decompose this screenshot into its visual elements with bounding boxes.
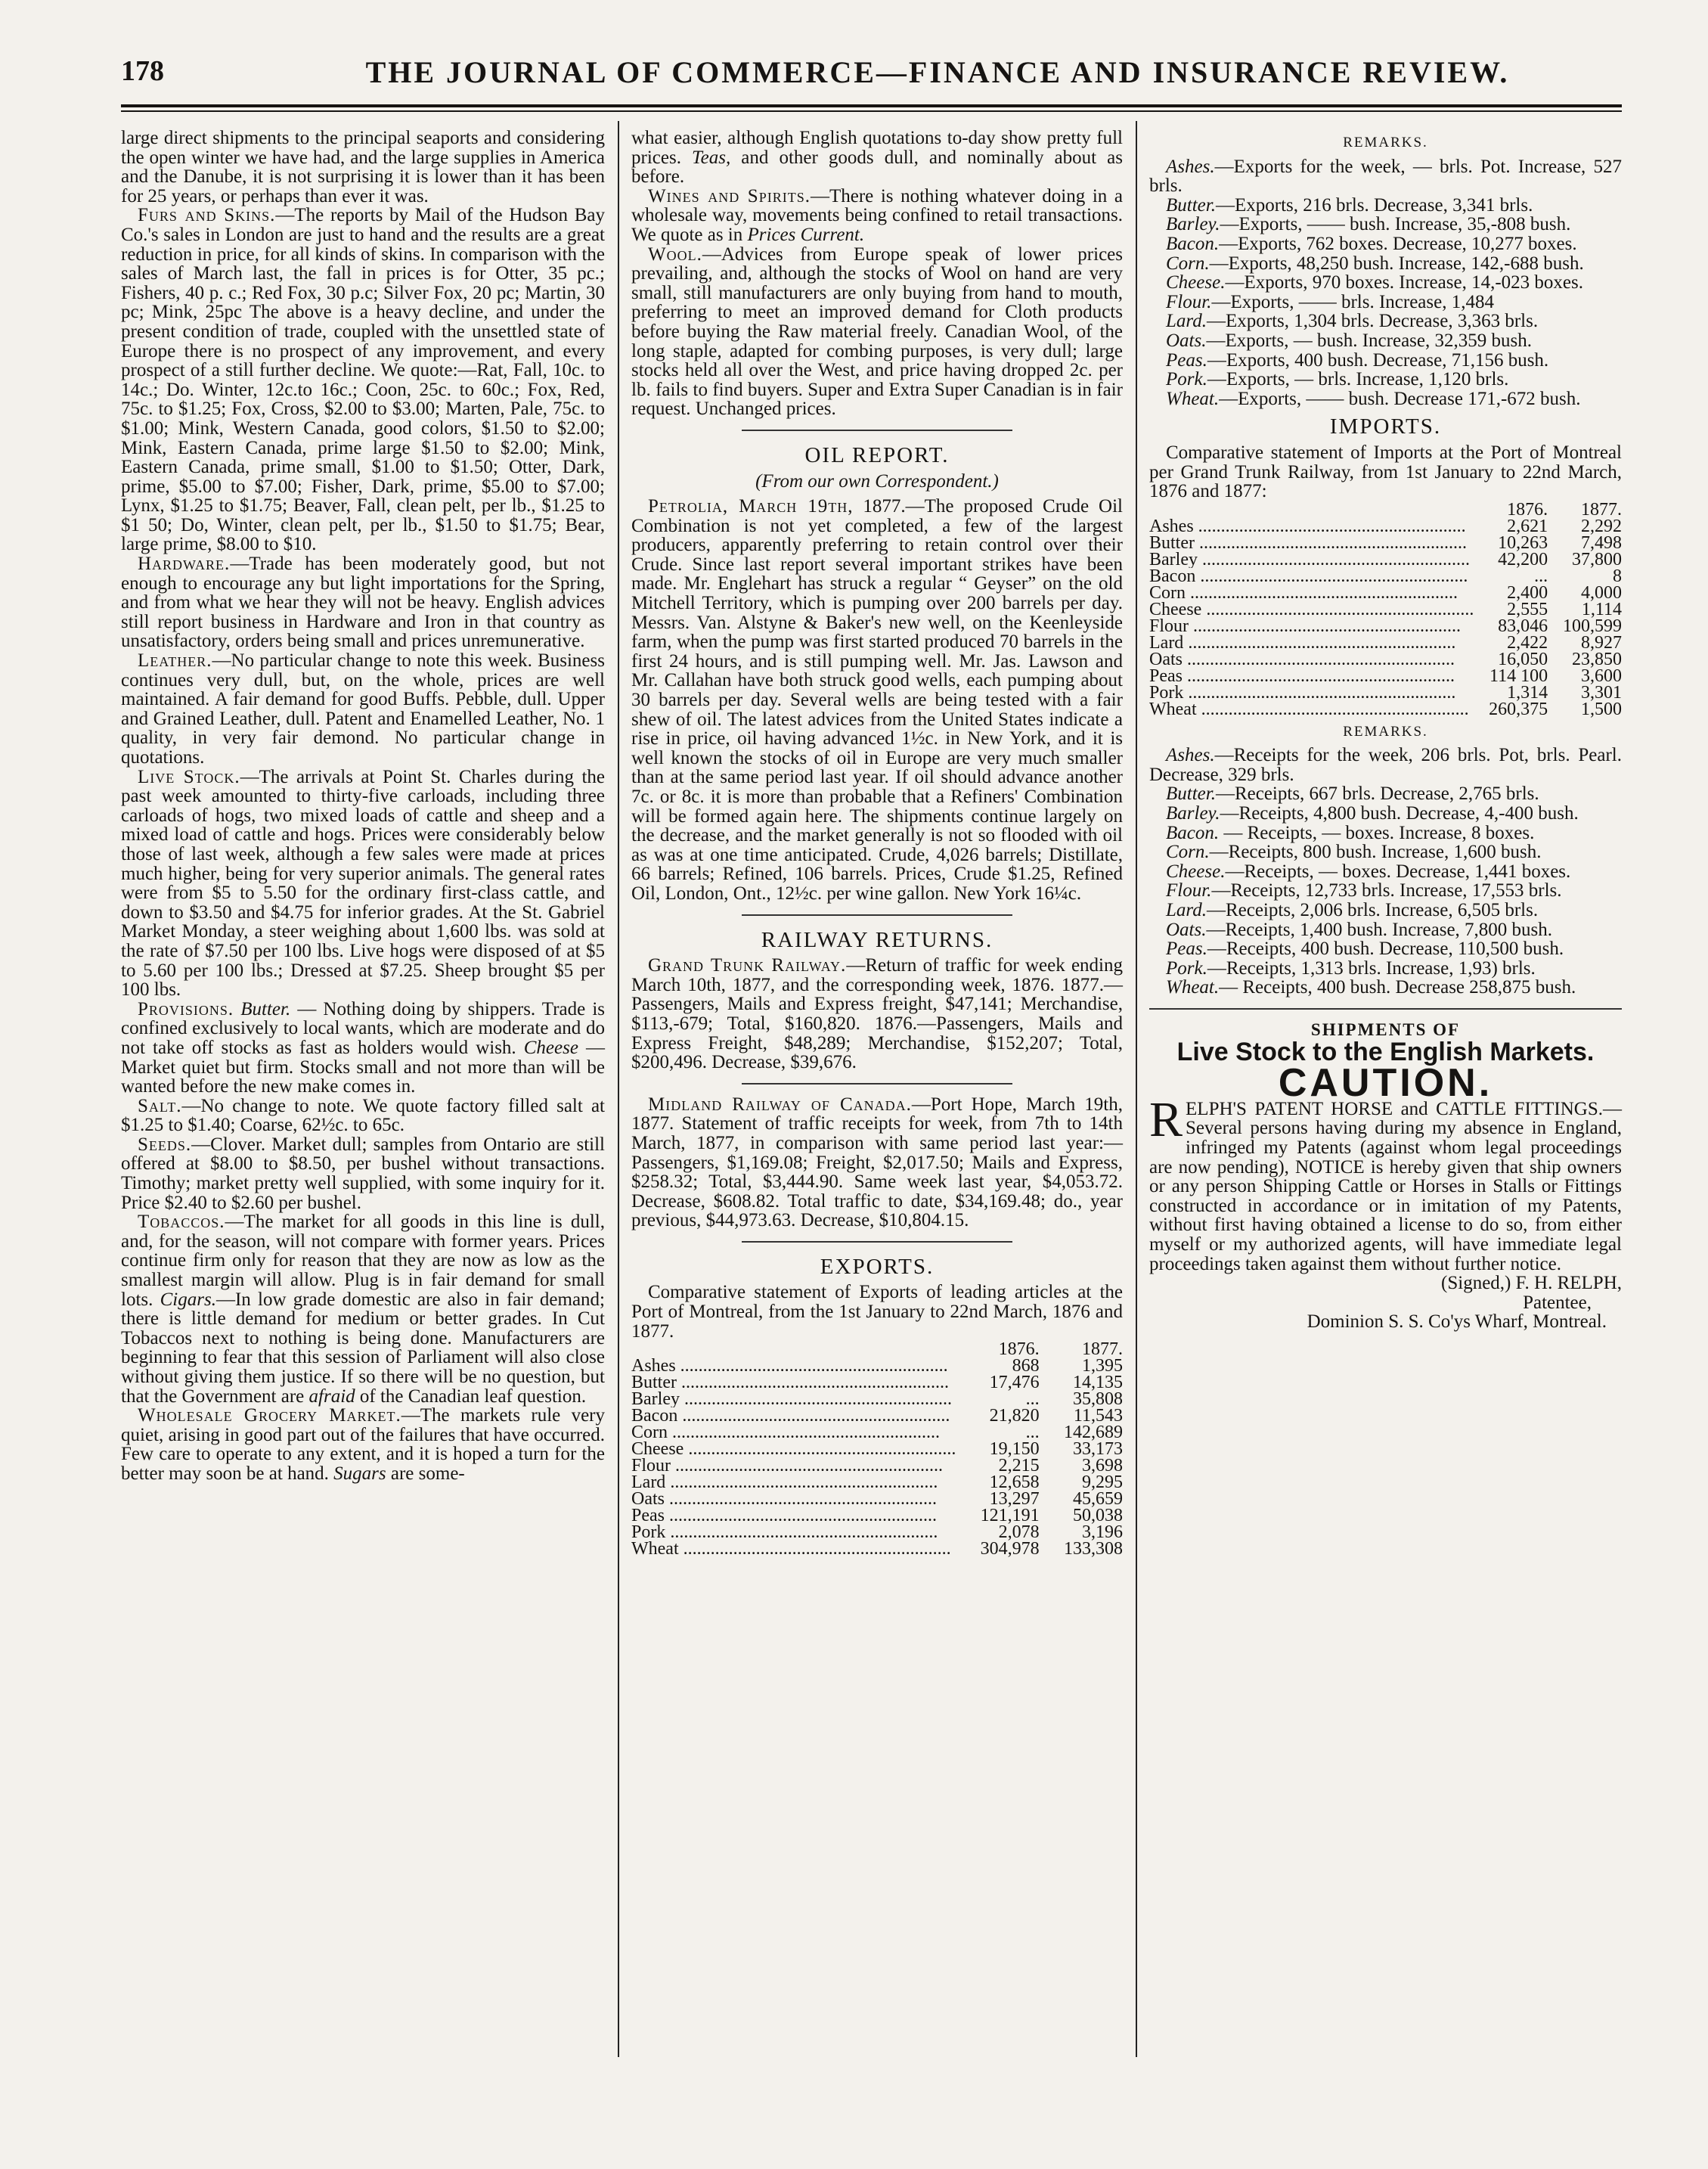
table-cell-item: Ashes ..... [631,1358,956,1374]
table-row [1149,701,1622,718]
table-cell-1876: 21,820 [989,1406,1040,1426]
remark-item: Wheat.— Receipts, 400 bush. Decrease 258,875 bush. [1166,977,1576,998]
table-cell-item: Lard ..... [631,1474,956,1491]
oil-report-paragraph: Petrolia, March 19th, 1877.—The proposed Crude Oil Combination is not yet completed, a few of the largest producers, apparently preferring to retain control over their Crude. Since last report several important strikes have been made. Mr. Englehart has struck a regular “ Geyser” on the old Mitchell Territory, which is pumping over 200 barrels per day. Messrs. Van. Alstyne & Baker's new well, on the Keenleyside farm, when the pump was first started produced 70 barrels in the first 24 hours, and is still pumping well. Mr. Jas. Lawson and Mr. Callahan have both struck good wells, each pumping about 30 barrels per day. Several wells are being tested with a fair shew of oil. The latest advices from the United States indicate a rise in price, oil having advanced 1½c. in New York, and it is well known the stocks of oil in Europe are very much smaller than at the same period last year. If oil should advance another 7c. or 8c. it is more than probable that a Refiners' Combination will be formed again here. The shipments continue largely on the decrease, and the market generally is not so flooded with oil as was at one time anticipated. Crude, 4,026 barrels; Distillate, 66 barrels; Refined, 106 barrels. Prices, Crude $1.25, Refined Oil, London, Ont., 12½c. per wine gallon. New York 16¼c. [631,496,1124,904]
page-number: 178 [121,55,164,87]
table-row [1149,568,1622,585]
table-cell-1877: 142,689 [1064,1423,1123,1443]
table-row [1149,684,1622,701]
drop-cap: R [1149,1091,1183,1147]
hardware-heading: Hardware. [138,554,231,575]
oil-report-subheading: (From our own Correspondent.) [755,470,999,492]
table-header-row [631,1341,1123,1358]
remark-item: Barley.—Exports, —— bush. Increase, 35,-808 bush. [1166,214,1571,235]
table-cell-1877: 2,292 [1581,516,1622,536]
export-remarks [1149,157,1622,409]
seeds-heading: Seeds. [138,1134,192,1155]
remark-item: Oats.—Receipts, 1,400 bush. Increase, 7,800 bush. [1166,919,1553,940]
table-cell-1876: 114 100 [1489,666,1548,686]
remark-item: Corn.—Receipts, 800 bush. Increase, 1,600 bush. [1166,842,1542,863]
grand-trunk-paragraph: Grand Trunk Railway.—Return of traffic for week ending March 10th, 1877, and the corresponding week, 1876. 1877.—Passengers, Mails and Express freight, $47,141; Merchandise, $113,-679; Total, $160,820. 1876.—Passengers, Mails and Express Freight, $48,289; Merchandise, $152,207; Total, $200,496. Decrease, $39,676. [631,955,1123,1073]
salt-heading: Salt. [138,1095,182,1116]
column-2 [631,129,1123,1557]
grocery-heading: Wholesale Grocery Market. [138,1405,401,1426]
table-cell-1877: 4,000 [1581,582,1622,603]
table-cell-1876: ... [1534,566,1548,586]
imports-table [1149,501,1622,718]
table-cell-item: Flour ..... [1149,618,1474,635]
remark-item: Oats.—Exports, — bush. Increase, 32,359 bush. [1166,330,1532,351]
remark-item: Bacon.—Exports, 762 boxes. Decrease, 10,277 boxes. [1166,233,1577,254]
table-cell-1876: 2,400 [1507,582,1548,603]
section-rule [742,1241,1012,1243]
section-rule [742,430,1012,431]
furs-paragraph: Furs and Skins.—The reports by Mail of the Hudson Bay Co.'s sales in London are just to hand and the results are a great reduction in price, for all kinds of skins. In comparison with the sales of March last, the fall in prices is for Otter, 35 pc.; Fishers, 40 p. c.; Red Fox, 30 p.c; Silver Fox, 20 pc; Martin, 30 pc; Mink, 25pc The above is a heavy decline, and under the present condition of trade, coupled with the unsettled state of Europe there is no prospect of any improvement, and every prospect of a still further decline. We quote:—Rat, Fall, 10c. to 14c.; Do. Winter, 12c.to 16c.; Coon, 25c. to 60c.; Fox, Red, 75c. to $1.25; Fox, Cross, $2.00 to $3.00; Marten, Pale, 75c. to $1.00; Mink, Western Canada, good colors, $1.50 to $2.00; Mink, Eastern Canada, prime large $1.50 to $2.00; Mink, Eastern Canada, prime small, $1.00 to $1.50; Otter, Dark, prime, $5.00 to $7.00; Fisher, Dark, prime, $5.00 to $7.00; Lynx, $1.25 to $1.75; Beaver, Fall, clean pelt, per lb., $1.25 to $1 50; Do, Winter, clean pelt, per lb., $1.50 to $1.75; Bear, large prime, $8.00 to $10. [121,205,605,555]
remark-item: Lard.—Exports, 1,304 brls. Decrease, 3,363 brls. [1166,311,1539,332]
table-cell-item: Oats ..... [631,1491,956,1507]
column-header: 1877. [1581,499,1622,520]
table-cell-item: Flour ..... [631,1457,956,1474]
table-cell-1877: 3,600 [1581,666,1622,686]
column-3 [1149,129,1622,1332]
table-cell-1877: 37,800 [1572,549,1622,569]
remark-item: Ashes.—Receipts for the week, 206 brls. Pot, brls. Pearl. Decrease, 329 brls. [1149,745,1622,785]
table-cell-item: Wheat ..... [631,1541,956,1557]
table-cell-1876: 2,422 [1507,632,1548,653]
wines-heading: Wines and Spirits. [648,185,811,206]
table-row [631,1358,1123,1374]
live-stock-heading: Live Stock. [138,766,240,787]
table-cell-item: Barley ..... [631,1391,956,1407]
table-row [1149,601,1622,618]
leather-paragraph: Leather.—No particular change to note this week. Business continues very dull, but, on the whole, prices are well maintained. A fair demand for good Buffs. Pebble, dull. Upper and Grained Leather, dull. Patent and Enamelled Leather, No. 1 quality, in very fair demond. No particular change in quotations. [121,650,605,768]
table-row [1149,668,1622,684]
exports-heading: EXPORTS. [820,1254,935,1279]
table-cell-1877: 7,498 [1581,532,1622,553]
table-row [1149,651,1622,668]
signature-title: Patentee, [1523,1292,1592,1313]
table-cell-1877: 133,308 [1064,1539,1123,1559]
table-row [631,1391,1123,1407]
provisions-heading: Provisions. [138,998,234,1019]
grand-trunk-heading: Grand Trunk Railway. [648,955,847,976]
table-cell-item: Peas ..... [631,1507,956,1524]
table-cell-item: Barley ..... [1149,551,1474,568]
remark-item: Flour.—Exports, —— brls. Increase, 1,484 [1166,291,1494,312]
section-rule [1149,1008,1622,1010]
export-remarks-heading: REMARKS. [1343,135,1428,150]
header-rule [121,104,1622,107]
remark-item: Barley.—Receipts, 4,800 bush. Decrease, 4,-400 bush. [1166,803,1579,824]
column-divider [1136,121,1137,2057]
salt-paragraph: Salt.—No change to note. We quote factory filled salt at $1.25 to $1.40; Coarse, 62½c. to 65c. [121,1095,605,1136]
remark-item: Bacon. — Receipts, — boxes. Increase, 8 boxes. [1166,822,1535,843]
table-cell-item: Bacon ..... [631,1407,956,1424]
tobaccos-heading: Tobaccos. [138,1212,225,1233]
table-cell-item: Bacon ..... [1149,568,1474,585]
table-row [1149,551,1622,568]
table-cell-1876: 16,050 [1498,649,1548,669]
table-cell-item: Cheese ..... [631,1441,956,1457]
table-cell-1876: 1,314 [1507,682,1548,703]
seeds-paragraph: Seeds.—Clover. Market dull; samples from Ontario are still offered at $8.00 to $8.50, per bushel without transactions. Timothy; market pretty well supplied, with some inquiry for it. Price $2.40 to $2.60 per bushel. [121,1134,605,1213]
table-cell-item: Peas ..... [1149,668,1474,684]
remark-item: Ashes.—Exports for the week, — brls. Pot. Increase, 527 brls. [1149,156,1622,197]
shipments-heading: SHIPMENTS OF [1310,1020,1461,1039]
remark-item: Flour.—Receipts, 12,733 brls. Increase, 17,553 brls. [1166,880,1562,901]
table-cell-1877: 1,395 [1082,1356,1123,1376]
table-cell-1877: 9,295 [1082,1472,1123,1493]
table-cell-1877: 50,038 [1073,1506,1123,1526]
table-header-row [1149,501,1622,518]
remark-item: Wheat.—Exports, —— bush. Decrease 171,-672 bush. [1166,388,1581,409]
import-remarks [1149,746,1622,998]
table-cell-item: Butter ..... [1149,535,1474,551]
table-row [1149,518,1622,535]
table-row [1149,635,1622,651]
exports-intro: Comparative statement of Exports of leading articles at the Port of Montreal, from the 1st January to 22nd March, 1876 and 1877. [631,1282,1123,1342]
table-cell-item: Ashes ..... [1149,518,1474,535]
remark-item: Lard.—Receipts, 2,006 brls. Increase, 6,505 brls. [1166,900,1539,921]
table-cell-1877: 3,301 [1581,682,1622,703]
column-header: 1877. [1082,1339,1123,1360]
table-cell-item: Pork ..... [1149,684,1474,701]
table-cell-item: Lard ..... [1149,635,1474,651]
midland-paragraph: Midland Railway of Canada.—Port Hope, March 19th, 1877. Statement of traffic receipts for week, from 7th to 14th March, 1877, in comparison with same period last year:—Passengers, $1,169.08; Freight, $2,017.50; Mails and Express, $258.32; Total, $3,444.90. Same week last year, $4,053.72. Decrease, $608.82. Total traffic to date, $34,169.48; do., year previous, $44,973.63. Decrease, $10,804.15. [631,1094,1123,1231]
section-rule [742,914,1012,916]
column-header: 1876. [1507,499,1548,520]
remark-item: Cheese.—Exports, 970 boxes. Increase, 14,-023 boxes. [1166,272,1583,293]
furs-heading: Furs and Skins. [138,205,276,226]
signature-line: (Signed,) F. H. RELPH, [1441,1273,1622,1294]
table-cell-1877: 33,173 [1073,1439,1123,1460]
wines-paragraph: Wines and Spirits.—There is nothing whatever doing in a wholesale way, movements being confined to retail transactions. We quote as in Prices Current. [631,185,1123,245]
tobaccos-paragraph: Tobaccos.—The market for all goods in this line is dull, and, for the season, will not compare with former years. Prices continue firm only for reason that they are now as low as the smallest margin will allow. Plug is in fair demand for small lots. Cigars.—In low grade domestic are also in fair demand; there is little demand for medium or better grades. In Cut Tobaccos next to nothing is being done. Manufacturers are beginning to fear that this session of Parliament will also close without giving them justice. If so there will be no question, but that the Government are afraid of the Canadian leaf question. [121,1212,605,1407]
section-rule [742,1083,1012,1084]
table-cell-item: Cheese ..... [1149,601,1474,618]
live-stock-paragraph: Live Stock.—The arrivals at Point St. Charles during the past week amounted to thirty-five carloads, including three carloads of hogs, two mixed loads of cattle and sheep and a mixed load of cattle and hogs. Prices were considerably below those of last week, although a few sales were made at prices much higher, being for very superior animals. The general rates were from $5 to 5.50 for the ordinary first-class cattle, and down to $3.50 and $4.75 for inferior grades. At the St. Gabriel Market Monday, a steer weighing about 1,600 lbs. was sold at the rate of $7.50 per 100 lbs. Live hogs were disposed of at $5 to 5.60 per 100 lbs.; Dressed at $7.25. Sheep brought $5 per 100 lbs. [121,766,606,1001]
column-1 [121,129,605,1484]
table-cell-1876: 304,978 [980,1539,1040,1559]
railway-returns-heading: RAILWAY RETURNS. [761,927,993,952]
grocery-continued: what easier, although English quotations to-day show pretty full prices. Teas, and other goods dull, and nominally about as before. [631,128,1123,188]
table-row [631,1541,1123,1557]
page-title: THE JOURNAL OF COMMERCE—FINANCE AND INSURANCE REVIEW. [365,55,1510,89]
table-cell-item: Pork ..... [631,1524,956,1541]
table-row [1149,535,1622,551]
table-cell-1877: 1,114 [1581,599,1622,619]
header-rule-thin [121,110,1622,112]
column-divider [618,121,619,2057]
remark-item: Peas.—Receipts, 400 bush. Decrease, 110,500 bush. [1166,939,1564,960]
table-cell-1876: 121,191 [980,1506,1040,1526]
table-cell-item: Oats ..... [1149,651,1474,668]
table-row [631,1407,1123,1424]
table-cell-1877: 100,599 [1563,616,1622,636]
table-cell-item: Wheat ..... [1149,701,1474,718]
table-cell-1876: 13,297 [989,1489,1040,1510]
page-header [121,54,1618,100]
oil-dateline: Petrolia, March 19th, [648,496,854,517]
remark-item: Pork.—Exports, — brls. Increase, 1,120 brls. [1166,369,1509,390]
table-cell-1877: 11,543 [1073,1406,1123,1426]
wool-heading: Wool. [648,244,702,265]
caution-notice: RELPH'S PATENT HORSE and CATTLE FITTINGS.—Several persons having during my absence in England, infringed my Patents (against whom legal proceedings are now pending), NOTICE is hereby given that ship owners or any person Shipping Cattle or Horses in Stalls or Fittings constructed in accordance or in imitation of my Patents, without first having obtained a license to do so, from either myself or my authorized agents, will have immediate legal proceedings taken against them without further notice. [1149,1091,1622,1274]
table-row [1149,618,1622,635]
table-cell-1877: 8,927 [1581,632,1622,653]
table-cell-1877: 3,698 [1082,1456,1123,1476]
table-cell-item: Butter ..... [631,1374,956,1391]
remark-item: Peas.—Exports, 400 bush. Decrease, 71,156 bush. [1166,349,1549,371]
shipments-subheading: Live Stock to the English Markets. [1176,1037,1595,1066]
table-cell-1876: 17,476 [989,1373,1040,1393]
imports-heading: IMPORTS. [1329,414,1442,439]
table-cell-1876: 19,150 [989,1439,1040,1460]
table-cell-1876: 42,200 [1498,549,1548,569]
exports-table [631,1341,1123,1557]
caution-heading: CAUTION. [1278,1061,1493,1106]
imports-intro: Comparative statement of Imports at the Port of Montreal per Grand Trunk Railway, from 1st January to 22nd March, 1876 and 1877: [1149,442,1622,502]
table-cell-1876: 12,658 [989,1472,1040,1493]
table-row [631,1491,1123,1507]
table-row [631,1457,1123,1474]
remark-item: Cheese.—Receipts, — boxes. Decrease, 1,441 boxes. [1166,861,1571,882]
table-row [631,1374,1123,1391]
remark-item: Butter.—Exports, 216 brls. Decrease, 3,341 brls. [1166,194,1533,216]
table-row [631,1441,1123,1457]
table-cell-1877: 1,500 [1581,699,1622,719]
table-cell-1876: 83,046 [1498,616,1548,636]
provisions-paragraph: Provisions. Butter. — Nothing doing by shippers. Trade is confined exclusively to local wants, which are moderate and do not take off stocks as fast as holders would wish. Cheese —Market quiet but firm. Stocks small and not more than will be wanted before the new make comes in. [121,998,605,1097]
midland-heading: Midland Railway of Canada. [648,1094,912,1115]
leather-heading: Leather. [138,650,212,672]
table-row [631,1524,1123,1541]
column-header: 1876. [998,1339,1040,1360]
table-cell-1876: 2,078 [998,1522,1040,1543]
table-cell-1876: ... [1025,1389,1040,1410]
table-cell-1877: 23,850 [1572,649,1622,669]
table-cell-1876: 260,375 [1489,699,1548,719]
table-row [631,1474,1123,1491]
table-cell-1877: 14,135 [1073,1373,1123,1393]
grocery-paragraph: Wholesale Grocery Market.—The markets rule very quiet, arising in good part out of the failures that have occurred. Few care to operate to any extent, and it is hoped a turn for the better may soon be at hand. Sugars are some- [121,1405,605,1484]
table-cell-1876: 2,621 [1507,516,1548,536]
table-cell-1877: 8 [1613,566,1622,586]
remark-item: Butter.—Receipts, 667 brls. Decrease, 2,765 brls. [1166,784,1539,805]
table-cell-1877: 45,659 [1073,1489,1123,1510]
table-row [1149,585,1622,601]
signature-address: Dominion S. S. Co'ys Wharf, Montreal. [1307,1311,1607,1333]
remark-item: Pork.—Receipts, 1,313 brls. Increase, 1,93) brls. [1166,957,1536,979]
table-cell-1876: ... [1025,1423,1040,1443]
table-cell-1876: 868 [1012,1356,1040,1376]
oil-report-heading: OIL REPORT. [804,442,950,467]
table-cell-item: Corn ..... [1149,585,1474,601]
table-cell-1876: 2,215 [998,1456,1040,1476]
table-cell-1877: 3,196 [1082,1522,1123,1543]
wool-paragraph: Wool.—Advices from Europe speak of lower prices prevailing, and, although the stocks of Wool on hand are very small, still manufacturers are only buying from hand to mouth, preferring to meet an improved demand for Cloth products before buying the Raw material freely. Canadian Wool, of the long staple, adapted for combing purposes, is very dull; large stocks held all over the West, and price having dropped 2c. per lb. fails to find buyers. Super and Extra Super Canadian is in fair request. Unchanged prices. [631,244,1123,420]
hardware-paragraph: Hardware.—Trade has been moderately good, but not enough to encourage any but light importations for the Spring, and from what we hear they will not be heavy. English advices still report business in Hardware and Iron in that country as unsatisfactory, orders being small and prices unremunerative. [121,554,605,652]
table-cell-1876: 2,555 [1507,599,1548,619]
table-row [631,1424,1123,1441]
table-cell-item: Corn ..... [631,1424,956,1441]
table-cell-1877: 35,808 [1073,1389,1123,1410]
table-cell-1876: 10,263 [1498,532,1548,553]
import-remarks-heading: REMARKS. [1343,723,1428,740]
remark-item: Corn.—Exports, 48,250 bush. Increase, 142,-688 bush. [1166,253,1584,274]
intro-paragraph: large direct shipments to the principal seaports and considering the open winter we have had, and the large supplies in America and the Danube, it is not surprising it is lower than it has been for 25 years, or perhaps than ever it was. [121,128,605,206]
table-row [631,1507,1123,1524]
